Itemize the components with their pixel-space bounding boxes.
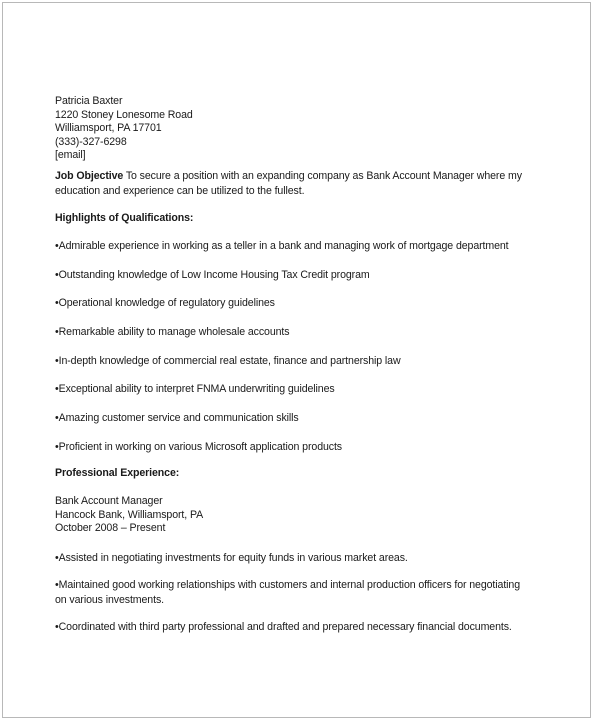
job-dates: October 2008 – Present	[55, 522, 166, 535]
qualifications-list	[55, 239, 525, 454]
qualification-item: •In-depth knowledge of commercial real estate, finance and partnership law	[55, 354, 401, 367]
contact-email: [email]	[55, 149, 86, 161]
resume-body	[55, 95, 525, 647]
experience-list	[55, 551, 525, 636]
contact-name: Patricia Baxter	[55, 95, 123, 107]
qualification-item: •Exceptional ability to interpret FNMA underwriting guidelines	[55, 383, 335, 396]
experience-heading: Professional Experience:	[55, 466, 180, 479]
qualification-item: •Outstanding knowledge of Low Income Housing Tax Credit program	[55, 268, 370, 281]
qualification-item: •Admirable experience in working as a teller in a bank and managing work of mortgage department	[55, 240, 509, 252]
job-objective	[55, 169, 525, 199]
experience-job	[55, 495, 525, 536]
contact-city: Williamsport, PA 17701	[55, 122, 162, 134]
qualification-item: •Amazing customer service and communication skills	[55, 412, 299, 425]
contact-address: 1220 Stoney Lonesome Road	[55, 108, 193, 121]
contact-phone: (333)-327-6298	[55, 135, 127, 148]
document-page	[2, 2, 591, 718]
qualification-item: •Remarkable ability to manage wholesale accounts	[55, 326, 290, 339]
experience-item: •Maintained good working relationships with customers and internal production officers for negotiating on various investments.	[55, 578, 521, 607]
job-title: Bank Account Manager	[55, 495, 163, 508]
experience-item: •Coordinated with third party professional and drafted and prepared necessary financial documents.	[55, 621, 512, 634]
experience-item: •Assisted in negotiating investments for equity funds in various market areas.	[55, 551, 408, 564]
contact-block	[55, 95, 525, 163]
job-objective-label: Job Objective	[55, 169, 124, 182]
employer: Hancock Bank, Williamsport, PA	[55, 508, 204, 521]
qualification-item: •Proficient in working on various Microsoft application products	[55, 440, 343, 453]
qualification-item: •Operational knowledge of regulatory guidelines	[55, 297, 275, 310]
job-objective-text: To secure a position with an expanding company as Bank Account Manager where my education and experience can be utilized to the fullest.	[55, 169, 522, 197]
qualifications-heading: Highlights of Qualifications:	[55, 211, 194, 224]
